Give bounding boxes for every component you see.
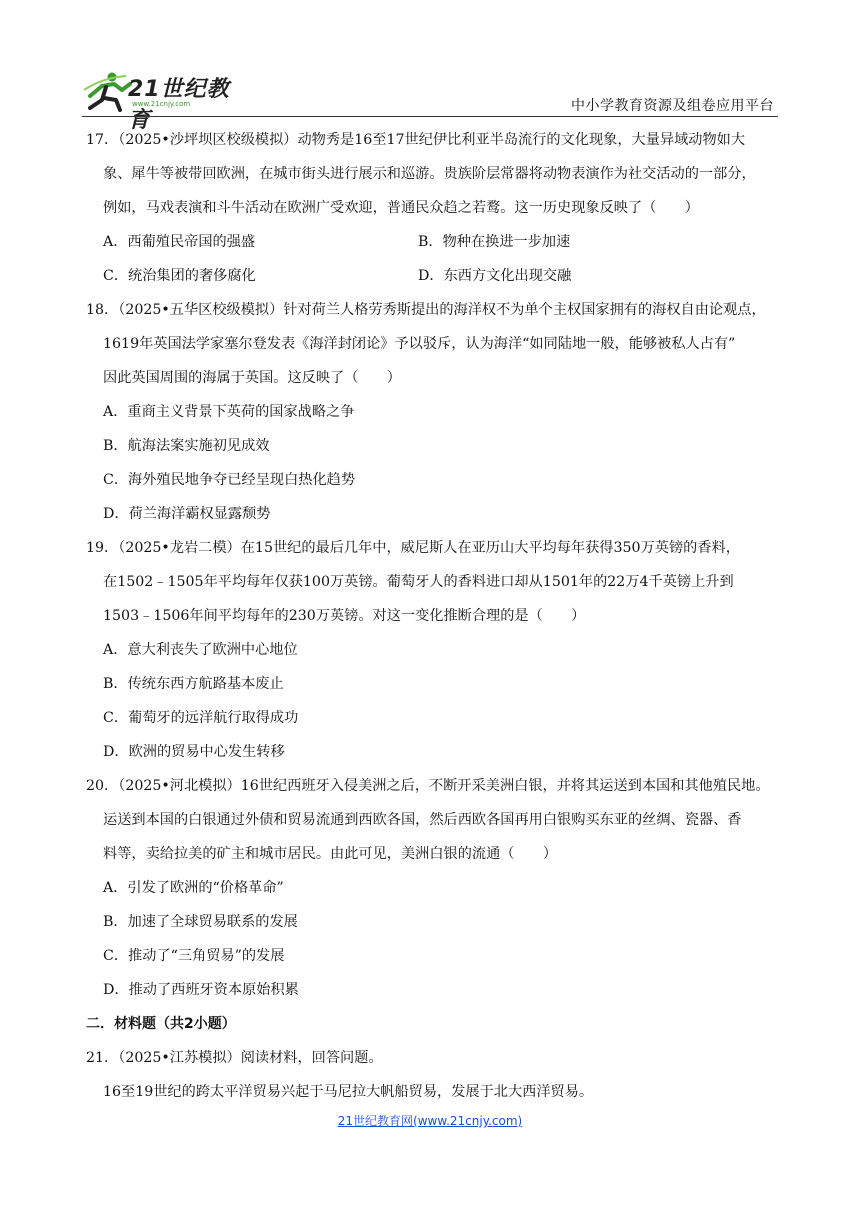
option-b: B．航海法案实施初见成效 xyxy=(103,438,270,454)
question-stem-line: 例如，马戏表演和斗牛活动在欧洲广受欢迎，普通民众趋之若鹜。这一历史现象反映了（ ） xyxy=(103,200,699,216)
option-b: B．物种在换进一步加速 xyxy=(418,234,571,250)
option-row xyxy=(86,225,786,259)
material-text: 16至19世纪的跨太平洋贸易兴起于马尼拉大帆船贸易，发展于北大西洋贸易。 xyxy=(103,1084,594,1100)
question-stem-line: 21．（2025•江苏模拟）阅读材料，回答问题。 xyxy=(86,1050,383,1066)
question-stem-line: 17．（2025•沙坪坝区校级模拟）动物秀是16至17世纪伊比利亚半岛流行的文化现象，大量异域动物如大 xyxy=(86,132,746,148)
page-footer xyxy=(0,1112,860,1129)
question-stem-line: 因此英国周围的海属于英国。这反映了（ ） xyxy=(103,370,401,386)
option-a: A．意大利丧失了欧洲中心地位 xyxy=(103,642,298,658)
question-stem-line: 19．（2025•龙岩二模）在15世纪的最后几年中，威尼斯人在亚历山大平均每年获得350万英镑的香料， xyxy=(86,540,740,556)
question-20 xyxy=(86,769,786,1007)
logo xyxy=(82,70,252,133)
question-stem-line: 1503﹣1506年间平均每年的230万英镑。对这一变化推断合理的是（ ） xyxy=(103,608,586,624)
header-divider xyxy=(82,116,778,117)
option-c: C．统治集团的奢侈腐化 xyxy=(103,268,256,284)
question-stem-line: 料等，卖给拉美的矿主和城市居民。由此可见，美洲白银的流通（ ） xyxy=(103,846,558,862)
platform-title: 中小学教育资源及组卷应用平台 xyxy=(571,98,774,114)
question-stem-line: 在1502﹣1505年平均每年仅获100万英镑。葡萄牙人的香料进口却从1501年的22万4千英镑上升到 xyxy=(103,574,734,590)
option-d: D．荷兰海洋霸权显露颓势 xyxy=(103,506,271,522)
option-b: B．传统东西方航路基本废止 xyxy=(103,676,284,692)
option-a: A．西葡殖民帝国的强盛 xyxy=(103,234,256,250)
question-stem-line: 20．（2025•河北模拟）16世纪西班牙入侵美洲之后，不断开采美洲白银，并将其运送到本国和其他殖民地。 xyxy=(86,778,770,794)
option-d: D．东西方文化出现交融 xyxy=(418,268,572,284)
exam-content xyxy=(86,123,786,1109)
question-19 xyxy=(86,531,786,769)
option-row xyxy=(86,259,786,293)
option-c: C．推动了“三角贸易”的发展 xyxy=(103,948,285,964)
option-a: A．重商主义背景下英荷的国家战略之争 xyxy=(103,404,355,420)
page-header xyxy=(0,0,860,133)
option-c: C．葡萄牙的远洋航行取得成功 xyxy=(103,710,299,726)
option-b: B．加速了全球贸易联系的发展 xyxy=(103,914,298,930)
question-stem-line: 18．（2025•五华区校级模拟）针对荷兰人格劳秀斯提出的海洋权不为单个主权国家拥有的海权自由论观点， xyxy=(86,302,766,318)
question-21 xyxy=(86,1041,786,1109)
question-stem-line: 1619年英国法学家塞尔登发表《海洋封闭论》予以驳斥，认为海洋“如同陆地一般，能够被私人占有” xyxy=(103,336,736,352)
logo-url: www.21cnjy.com xyxy=(132,100,191,108)
question-stem-line: 运送到本国的白银通过外债和贸易流通到西欧各国，然后西欧各国再用白银购买东亚的丝绸、瓷器、香 xyxy=(103,812,742,828)
logo-text: 21世纪教育 xyxy=(128,77,230,133)
option-d: D．欧洲的贸易中心发生转移 xyxy=(103,744,285,760)
option-d: D．推动了西班牙资本原始积累 xyxy=(103,982,299,998)
section-title: 二．材料题（共2小题） xyxy=(86,1016,236,1032)
question-17 xyxy=(86,123,786,293)
footer-link[interactable]: 21世纪教育网(www.21cnjy.com) xyxy=(337,1114,523,1128)
option-a: A．引发了欧洲的“价格革命” xyxy=(103,880,284,896)
question-18 xyxy=(86,293,786,531)
question-stem-line: 象、犀牛等被带回欧洲，在城市街头进行展示和巡游。贵族阶层常器将动物表演作为社交活动的一部分， xyxy=(103,166,756,182)
option-c: C．海外殖民地争夺已经呈现白热化趋势 xyxy=(103,472,356,488)
